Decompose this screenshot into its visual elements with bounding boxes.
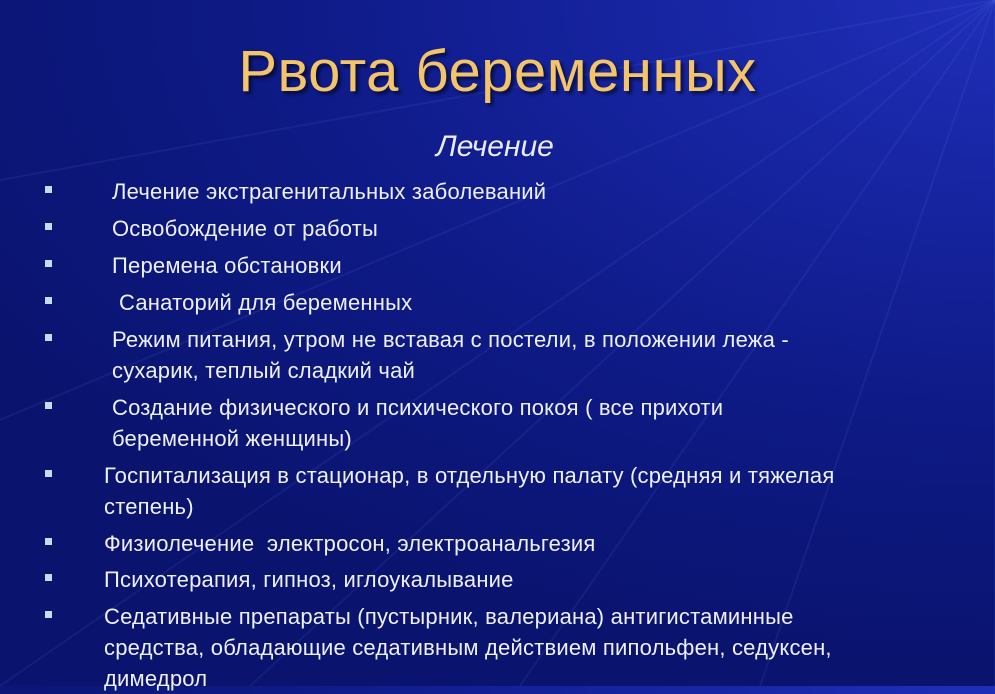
list-item-line: степень) <box>104 494 194 519</box>
list-item-line: Физиолечение электросон, электроанальгезия <box>104 531 596 556</box>
list-item-line: Лечение экстрагенитальных заболеваний <box>112 179 547 204</box>
list-item-line: Создание физического и психического покоя ( все прихоти <box>112 395 724 420</box>
list-item-line: Санаторий для беременных <box>119 290 413 315</box>
bullet-icon <box>45 334 52 341</box>
bullet-icon <box>45 470 52 477</box>
bullet-icon <box>45 611 52 618</box>
list-item-line: Госпитализация в стационар, в отдельную палату (средняя и тяжелая <box>104 463 835 488</box>
list-item-line: беременной женщины) <box>112 426 352 451</box>
bullet-icon <box>45 260 52 267</box>
list-item-line: Седативные препараты (пустырник, валериана) антигистаминные <box>104 604 794 629</box>
list-item-line: Перемена обстановки <box>112 253 342 278</box>
list-item-line: средства, обладающие седативным действием пипольфен, седуксен, <box>104 635 832 660</box>
bullet-icon <box>45 538 52 545</box>
bullet-icon <box>45 223 52 230</box>
list-item-line: Освобождение от работы <box>112 216 379 241</box>
list-item-line: сухарик, теплый сладкий чай <box>112 358 416 383</box>
slide-subtitle: Лечение <box>436 130 554 163</box>
bullet-icon <box>45 186 52 193</box>
bullet-icon <box>45 574 52 581</box>
bullet-icon <box>45 297 52 304</box>
list-item-line: Режим питания, утром не вставая с постели, в положении лежа - <box>112 327 789 352</box>
slide-title: Рвота беременных <box>238 39 757 104</box>
list-item-line: Психотерапия, гипноз, иглоукалывание <box>104 567 514 592</box>
list-item-line: димедрол <box>104 666 208 691</box>
bullet-icon <box>45 402 52 409</box>
